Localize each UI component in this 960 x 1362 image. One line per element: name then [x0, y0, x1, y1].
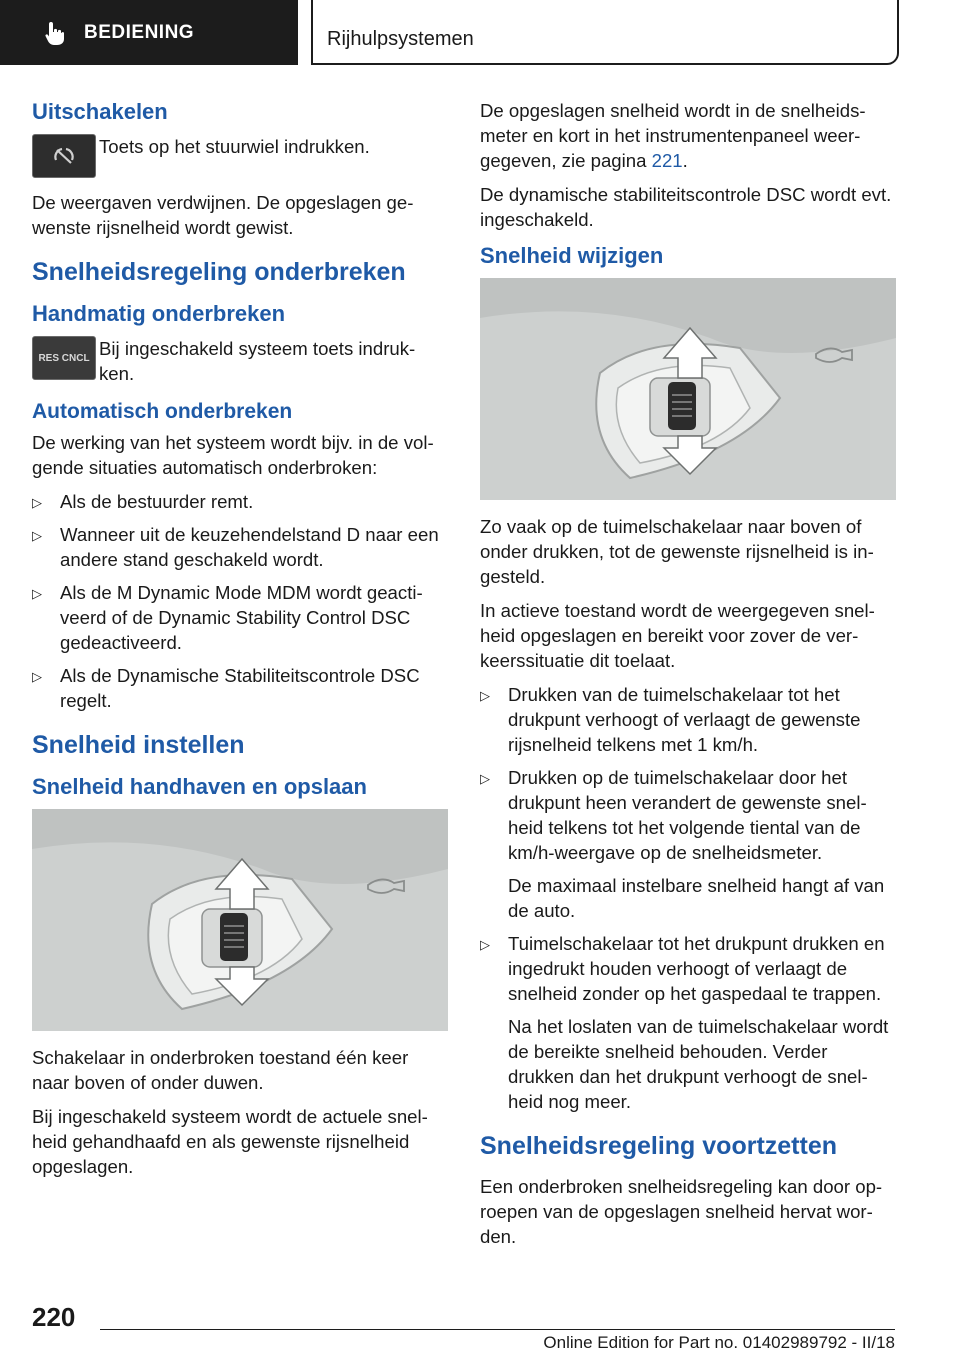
list-item-note: De maximaal instelbare snelheid hangt af van de auto. — [508, 875, 885, 921]
triangle-bullet-icon: ▷ — [480, 937, 490, 952]
list-item-text: Als de M Dynamic Mode MDM wordt geacti-veerd of de Dynamic Stability Control DSC gedeactiveerd. — [60, 582, 423, 653]
heading-automatisch: Automatisch onderbreken — [32, 400, 293, 423]
paragraph: De weergaven verdwijnen. De opgeslagen ge-wenste rijsnelheid wordt gewist. — [32, 192, 414, 238]
triangle-bullet-icon: ▷ — [32, 586, 42, 601]
list-item-note: Na het loslaten van de tuimelschakelaar wordt de bereikte snelheid behouden. Verder drukken dan het drukpunt verhoogt de snel-heid nog meer. — [508, 1016, 889, 1112]
footer-divider — [100, 1329, 895, 1330]
section-tab — [0, 0, 298, 65]
triangle-bullet-icon: ▷ — [32, 528, 42, 543]
paragraph: De werking van het systeem wordt bijv. in de vol-gende situaties automatisch onderbroken: — [32, 432, 434, 478]
paragraph: De dynamische stabiliteitscontrole DSC wordt evt. ingeschakeld. — [480, 184, 892, 230]
heading-voortzetten: Snelheidsregeling voortzetten — [480, 1132, 838, 1160]
triangle-bullet-icon: ▷ — [480, 771, 490, 786]
triangle-bullet-icon: ▷ — [32, 669, 42, 684]
left-column — [32, 98, 448, 1188]
list-item-text: Drukken op de tuimelschakelaar door het drukpunt heen verandert de gewenste snel-heid telkens tot het volgende tiental van de km/h-weergave op de snelheidsmeter. — [508, 767, 867, 863]
heading-instellen: Snelheid instellen — [32, 731, 245, 759]
paragraph: In actieve toestand wordt de weergegeven snel-heid opgeslagen en bereikt voor zover de ver-keerssituatie dit toelaat. — [480, 600, 875, 671]
list-item — [480, 682, 896, 757]
steering-wheel-switch-illustration — [32, 809, 448, 1031]
bullet-list — [32, 489, 448, 713]
icon-instruction-off — [32, 134, 448, 178]
list-item-text: Als de bestuurder remt. — [60, 491, 254, 512]
heading-uitschakelen: Uitschakelen — [32, 99, 168, 124]
list-item — [480, 765, 896, 923]
paragraph: Een onderbroken snelheidsregeling kan door op-roepen van de opgeslagen snelheid hervat wor-den. — [480, 1176, 883, 1247]
list-item-text: Wanneer uit de keuzehendelstand D naar een andere stand geschakeld wordt. — [60, 524, 439, 570]
list-item-text: Tuimelschakelaar tot het drukpunt drukken en ingedrukt houden verhoogt of verlaagt de snelheid zonder op het gaspedaal te trappen. — [508, 933, 885, 1004]
chapter-tab — [311, 0, 899, 65]
list-item — [480, 931, 896, 1114]
edition-note: Online Edition for Part no. 01402989792 - II/18 — [543, 1333, 895, 1352]
icon-caption-off: Toets op het stuurwiel indrukken. — [99, 136, 370, 157]
heading-onderbreken: Snelheidsregeling onderbreken — [32, 258, 406, 286]
steering-wheel-switch-illustration — [480, 278, 896, 500]
list-item-text: Drukken van de tuimelschakelaar tot het drukpunt verhoogt of verlaagt de gewenste rijsnelheid telkens met 1 km/h. — [508, 684, 861, 755]
hand-pointer-icon — [44, 19, 68, 47]
list-item-text: Als de Dynamische Stabiliteitscontrole DSC regelt. — [60, 665, 420, 711]
res-cncl-label: RES CNCL — [38, 352, 90, 364]
res-cncl-icon — [32, 336, 96, 380]
triangle-bullet-icon: ▷ — [480, 688, 490, 703]
right-column — [480, 98, 896, 1258]
triangle-bullet-icon: ▷ — [32, 495, 42, 510]
paragraph-text: De opgeslagen snelheid wordt in de snelheids-meter en kort in het instrumentenpaneel weer-gegeven, zie pagina — [480, 100, 866, 171]
chapter-title: Rijhulpsystemen — [327, 28, 474, 50]
paragraph-text: . — [682, 150, 688, 171]
bullet-list — [480, 682, 896, 1114]
list-item — [32, 663, 448, 713]
paragraph: Zo vaak op de tuimelschakelaar naar boven of onder drukken, tot de gewenste rijsnelheid is in-gesteld. — [480, 516, 874, 587]
icon-caption-res: Bij ingeschakeld systeem toets indruk-ken. — [99, 338, 416, 384]
heading-handhaven: Snelheid handhaven en opslaan — [32, 774, 367, 799]
list-item — [32, 489, 448, 514]
paragraph — [480, 98, 896, 173]
paragraph: Schakelaar in onderbroken toestand één keer naar boven of onder duwen. — [32, 1047, 409, 1093]
icon-instruction-res — [32, 336, 448, 386]
heading-wijzigen: Snelheid wijzigen — [480, 243, 664, 268]
page-number: 220 — [32, 1302, 76, 1332]
section-title: BEDIENING — [84, 21, 195, 43]
list-item — [32, 580, 448, 655]
list-item — [32, 522, 448, 572]
heading-handmatig: Handmatig onderbreken — [32, 301, 286, 326]
cruise-off-icon — [32, 134, 96, 178]
page-link[interactable]: 221 — [651, 150, 683, 171]
paragraph: Bij ingeschakeld systeem wordt de actuele snel-heid gehandhaafd en als gewenste rijsnelheid opgeslagen. — [32, 1106, 428, 1177]
